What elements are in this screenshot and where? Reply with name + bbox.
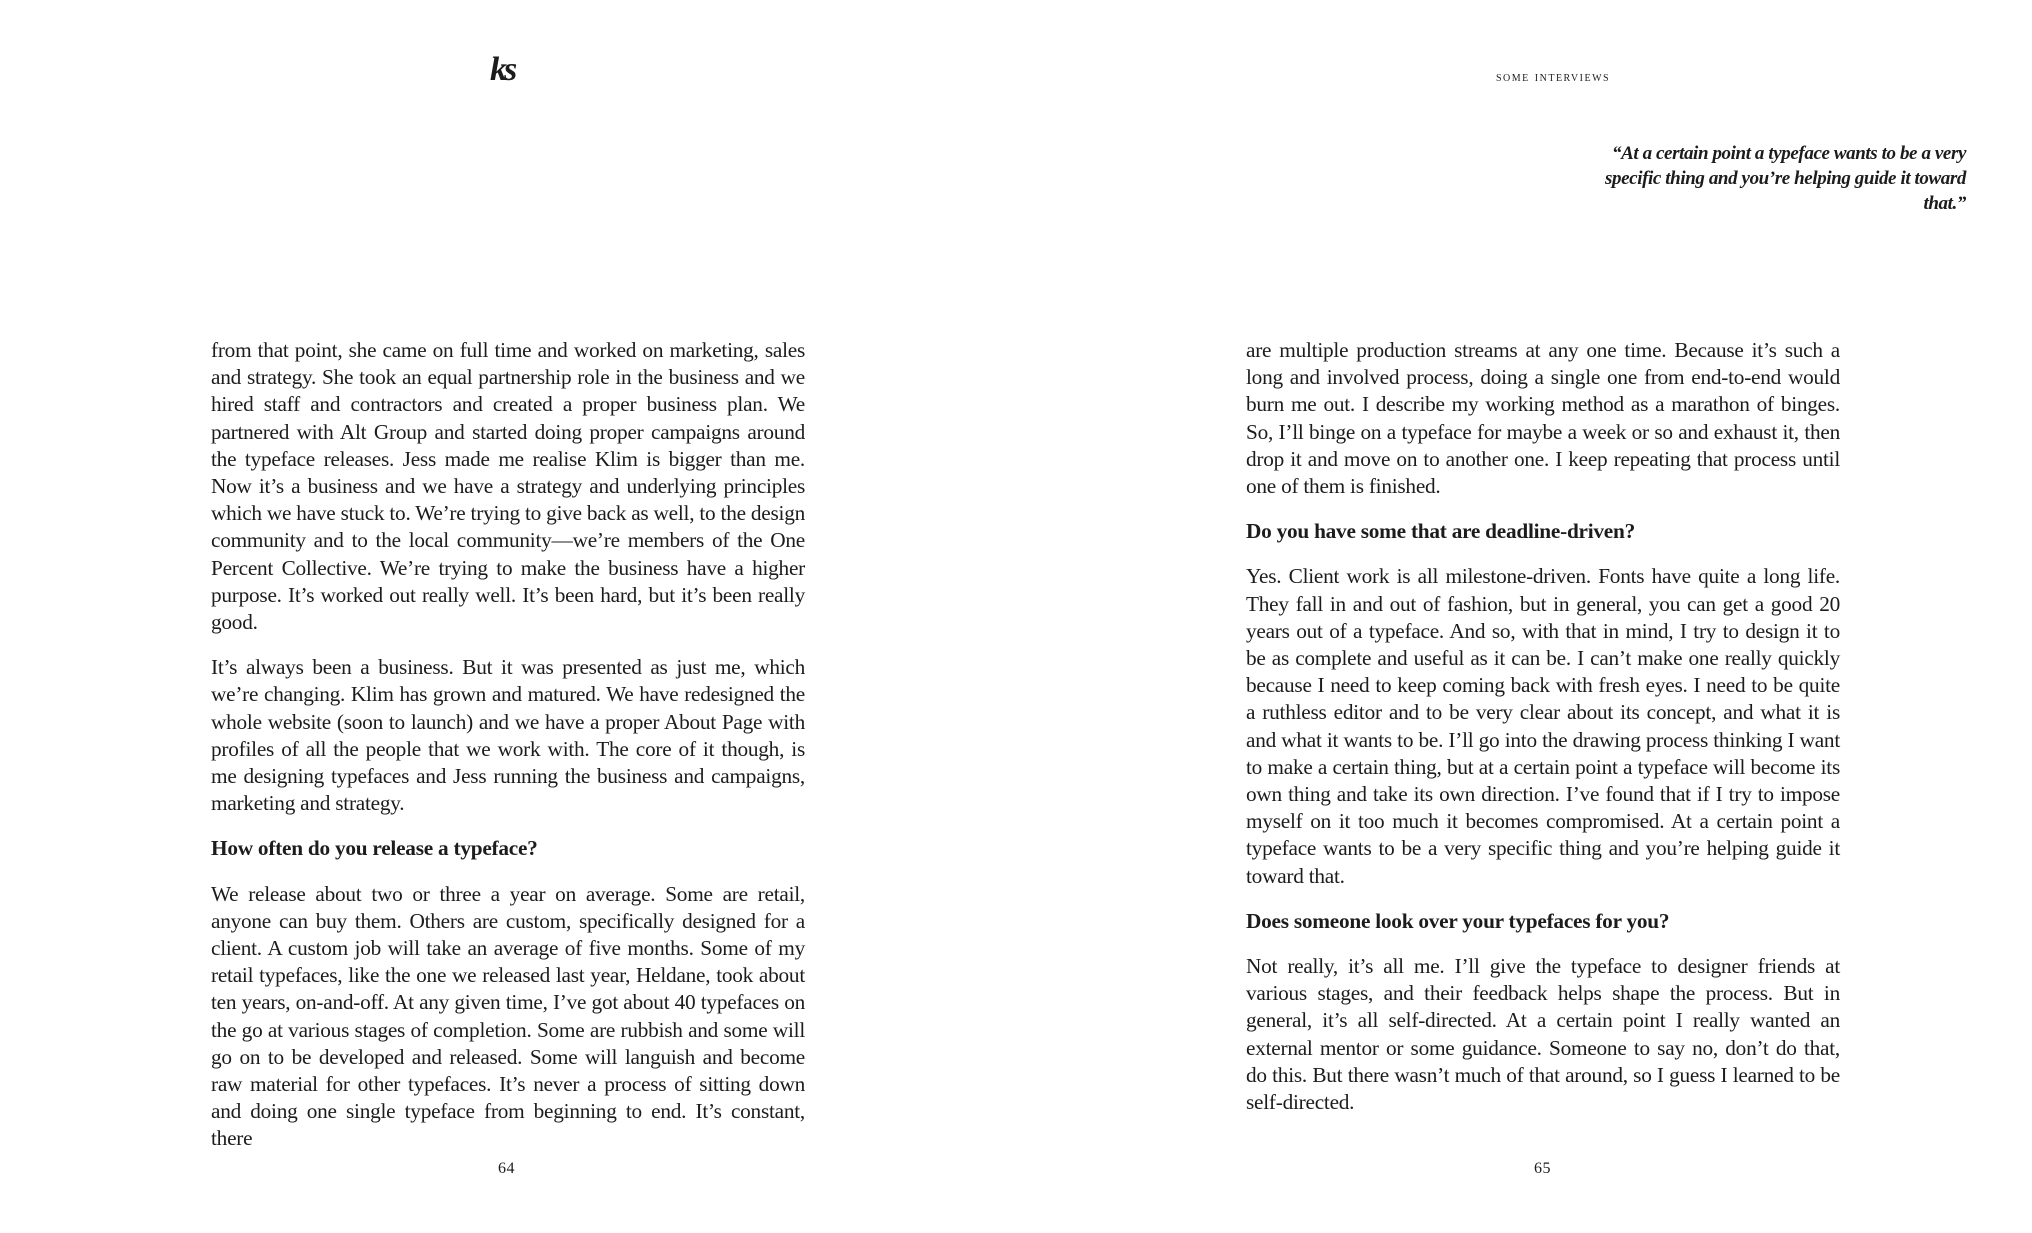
paragraph: It’s always been a business. But it was presented as just me, which we’re changing. Klim has grown and matured. We have redesigned the whole website (soon to launch) and we have a proper About Page with profiles of all the people that we work with. The core of it though, is me designing typefaces and Jess running the business and campaigns, marketing and strategy.: [211, 655, 805, 816]
running-head: some interviews: [1496, 70, 1611, 85]
left-body-text: [211, 337, 805, 1171]
ks-logo: ks: [490, 51, 515, 88]
paragraph: Yes. Client work is all milestone-driven. Fonts have quite a long life. They fall in and out of fashion, but in general, you can get a good 20 years out of a typeface. And so, with that in mind, I try to design it to be as complete and useful as it can be. I can’t make one really quickly because I need to keep coming back with fresh eyes. I need to be quite a ruthless editor and to be very clear about its concept, and what it is and what it wants to be. I’ll go into the drawing process thinking I want to make a certain thing, but at a certain point a typeface will become its own thing and take its own direction. I’ve found that if I try to impose myself on it too much it becomes compromised. At a certain point a typeface wants to be a very specific thing and you’re helping guide it toward that.: [1246, 564, 1840, 888]
paragraph: from that point, she came on full time and worked on marketing, sales and strategy. She took an equal partnership role in the business and we hired staff and contractors and created a proper business plan. We partnered with Alt Group and started doing proper campaigns around the typeface releases. Jess made me realise Klim is bigger than me. Now it’s a business and we have a strategy and underlying principles which we have stuck to. We’re trying to give back as well, to the design community and to the local community—we’re members of the One Percent Collective. We’re trying to make the business have a higher purpose. It’s worked out really well. It’s been hard, but it’s been really good.: [211, 338, 805, 635]
paragraph: Not really, it’s all me. I’ll give the typeface to designer friends at various stages, and their feedback helps shape the process. But in general, it’s all self-directed. At a certain point I really wanted an external mentor or some guidance. Someone to say no, don’t do that, do this. But there wasn’t much of that around, so I guess I learned to be self-directed.: [1246, 954, 1840, 1115]
page-number: 65: [1534, 1160, 1551, 1177]
page-number: 64: [498, 1160, 515, 1177]
paragraph: are multiple production streams at any one time. Because it’s such a long and involved process, doing a single one from end-to-end would burn me out. I describe my working method as a marathon of binges. So, I’ll binge on a typeface for maybe a week or so and exhaust it, then drop it and move on to another one. I keep repeating that process until one of them is finished.: [1246, 338, 1840, 499]
right-page: [1016, 0, 2032, 1233]
interview-question: Do you have some that are deadline-driven?: [1246, 519, 1636, 544]
paragraph: We release about two or three a year on average. Some are retail, anyone can buy them. Others are custom, specifically designed for a client. A custom job will take an average of five months. Some of my retail typefaces, like the one we released last year, Heldane, took about ten years, on-and-off. At any given time, I’ve got about 40 typefaces on the go at various stages of completion. Some are rubbish and some will go on to be developed and released. Some will languish and become raw material for other typefaces. It’s never a process of sitting down and doing one single typeface from beginning to end. It’s constant, there: [211, 881, 805, 1151]
interview-question: Does someone look over your typefaces for you?: [1246, 908, 1670, 933]
interview-question: How often do you release a typeface?: [211, 836, 538, 861]
pull-quote: “At a certain point a typeface wants to be a very specific thing and you’re helping guide it toward that.”: [1605, 143, 1966, 214]
right-body-text: [1246, 337, 1840, 1134]
